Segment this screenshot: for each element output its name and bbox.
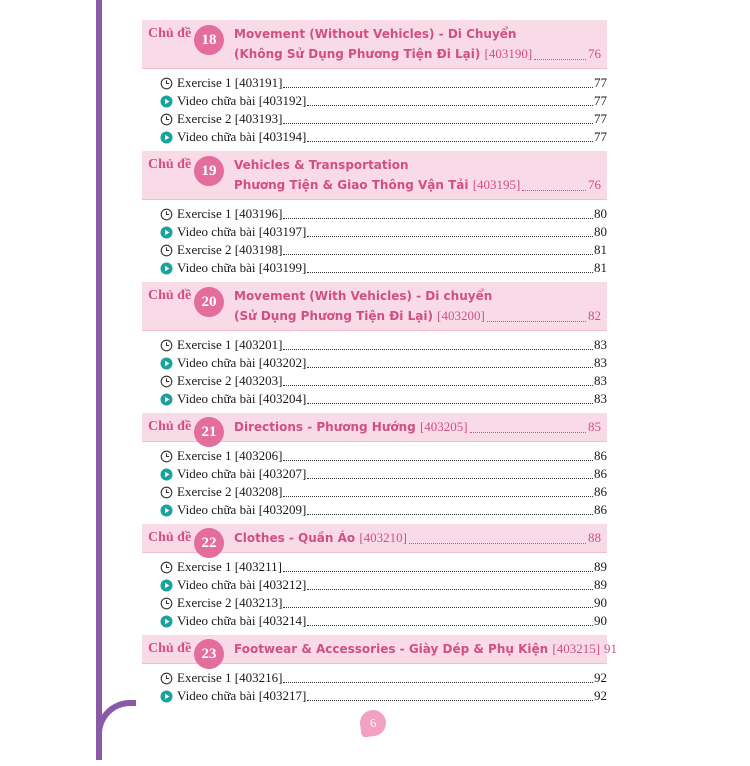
chu-de-label: Chủ đề	[148, 419, 192, 434]
section-header[interactable]	[142, 151, 607, 200]
toc-section	[142, 524, 607, 635]
section-code: [403195]	[472, 177, 521, 192]
toc-item-page-number: 86	[594, 448, 607, 463]
section-page-number: 76	[588, 46, 601, 61]
play-icon	[160, 95, 173, 108]
section-number-circle: 23	[194, 639, 224, 669]
dot-leader	[307, 514, 593, 515]
toc-item-label: Exercise 1 [403206]	[177, 448, 283, 463]
section-page-number: 88	[588, 530, 601, 545]
toc-item-label: Exercise 1 [403196]	[177, 206, 283, 221]
play-icon	[160, 690, 173, 703]
clock-icon	[160, 339, 173, 352]
dot-leader	[283, 571, 593, 572]
section-title	[234, 289, 492, 303]
toc-section	[142, 413, 607, 524]
dot-leader	[307, 367, 593, 368]
section-number-circle: 20	[194, 287, 224, 317]
page-edge-bar	[96, 0, 102, 750]
toc-item-page-number: 86	[594, 484, 607, 499]
section-title	[234, 46, 532, 62]
toc-item-label: Video chữa bài [403209]	[177, 502, 307, 517]
toc-item-label: Exercise 2 [403198]	[177, 242, 283, 257]
toc-item-label: Video chữa bài [403199]	[177, 260, 307, 275]
dot-leader	[307, 700, 593, 701]
toc-item[interactable]	[160, 110, 607, 128]
chu-de-label: Chủ đề	[148, 530, 192, 545]
page-number: 6	[368, 715, 377, 730]
dot-leader	[307, 625, 593, 626]
section-number-circle: 19	[194, 156, 224, 186]
toc-item-page-number: 77	[594, 75, 607, 90]
play-icon	[160, 579, 173, 592]
dot-leader	[283, 496, 593, 497]
dot-leader	[307, 141, 593, 142]
section-items	[142, 200, 607, 282]
chu-de-label: Chủ đề	[148, 26, 192, 41]
section-header[interactable]	[142, 524, 607, 553]
toc-item-page-number: 81	[594, 242, 607, 257]
play-icon	[160, 131, 173, 144]
dot-leader	[283, 349, 593, 350]
section-title	[234, 158, 409, 172]
toc-item[interactable]	[160, 687, 607, 705]
section-code: [403205]	[419, 419, 468, 434]
toc-item-page-number: 89	[594, 559, 607, 574]
toc-item[interactable]	[160, 594, 607, 612]
section-header[interactable]	[142, 282, 607, 331]
toc-item-label: Video chữa bài [403212]	[177, 577, 307, 592]
dot-leader	[307, 272, 593, 273]
toc-item-label: Exercise 1 [403216]	[177, 670, 283, 685]
toc-item-label: Exercise 2 [403193]	[177, 111, 283, 126]
section-title-text: Movement (With Vehicles) - Di chuyển	[234, 289, 493, 303]
section-items	[142, 442, 607, 524]
toc-item-page-number: 92	[594, 688, 607, 703]
section-items	[142, 69, 607, 151]
toc-item-page-number: 83	[594, 337, 607, 352]
toc-section	[142, 282, 607, 413]
section-page-number: 82	[588, 308, 601, 323]
dot-leader	[307, 478, 593, 479]
toc-item[interactable]	[160, 259, 607, 277]
toc-item[interactable]	[160, 354, 607, 372]
toc-item-label: Video chữa bài [403197]	[177, 224, 307, 239]
toc-item-page-number: 81	[594, 260, 607, 275]
dot-leader	[307, 589, 593, 590]
section-title-text: Footwear & Accessories - Giày Dép & Phụ Kiện	[234, 642, 549, 656]
toc-item[interactable]	[160, 128, 607, 146]
toc-item-page-number: 77	[594, 129, 607, 144]
page-corner-decoration	[96, 700, 136, 760]
clock-icon	[160, 77, 173, 90]
toc-item-page-number: 77	[594, 111, 607, 126]
dot-leader	[283, 218, 593, 219]
toc-item-label: Exercise 1 [403211]	[177, 559, 282, 574]
clock-icon	[160, 450, 173, 463]
play-icon	[160, 393, 173, 406]
section-title-text: Movement (Without Vehicles) - Di Chuyển	[234, 27, 517, 41]
toc-item[interactable]	[160, 447, 607, 465]
section-title	[234, 177, 520, 193]
section-title-text: (Sử Dụng Phương Tiện Đi Lại)	[234, 309, 433, 323]
dot-leader	[409, 542, 586, 544]
toc-item[interactable]	[160, 205, 607, 223]
dot-leader	[307, 236, 593, 237]
section-title	[234, 530, 407, 546]
toc-item-page-number: 90	[594, 595, 607, 610]
section-title-text: Clothes - Quần Áo	[234, 531, 356, 545]
section-items	[142, 331, 607, 413]
section-header[interactable]	[142, 20, 607, 69]
toc-item-label: Video chữa bài [403202]	[177, 355, 307, 370]
section-items	[142, 553, 607, 635]
toc-item-label: Video chữa bài [403194]	[177, 129, 307, 144]
clock-icon	[160, 672, 173, 685]
toc-item-label: Exercise 1 [403191]	[177, 75, 283, 90]
dot-leader	[283, 254, 593, 255]
toc-item-label: Video chữa bài [403217]	[177, 688, 307, 703]
section-number-circle: 18	[194, 25, 224, 55]
dot-leader	[487, 320, 586, 322]
toc-item[interactable]	[160, 501, 607, 519]
section-title	[234, 641, 600, 657]
toc-item-label: Video chữa bài [403192]	[177, 93, 307, 108]
toc-item[interactable]	[160, 92, 607, 110]
toc-item[interactable]	[160, 465, 607, 483]
clock-icon	[160, 561, 173, 574]
chu-de-label: Chủ đề	[148, 288, 192, 303]
clock-icon	[160, 375, 173, 388]
section-number-circle: 21	[194, 417, 224, 447]
toc-item[interactable]	[160, 669, 607, 687]
toc-item-page-number: 89	[594, 577, 607, 592]
dot-leader	[283, 123, 593, 124]
toc-item-page-number: 83	[594, 355, 607, 370]
dot-leader	[307, 403, 593, 404]
section-code: [403190]	[484, 46, 533, 61]
section-page-number: 91	[604, 641, 618, 656]
section-items	[142, 664, 607, 710]
toc-item[interactable]	[160, 483, 607, 501]
clock-icon	[160, 244, 173, 257]
section-code: [403210]	[359, 530, 408, 545]
toc-item-page-number: 80	[594, 224, 607, 239]
toc-item-page-number: 86	[594, 466, 607, 481]
toc-section	[142, 635, 618, 710]
section-code: [403215]	[552, 641, 601, 656]
toc-item-page-number: 86	[594, 502, 607, 517]
toc-item[interactable]	[160, 576, 607, 594]
section-number-circle: 22	[194, 528, 224, 558]
toc-item-page-number: 83	[594, 391, 607, 406]
chu-de-label: Chủ đề	[148, 641, 192, 656]
section-title-text: (Không Sử Dụng Phương Tiện Đi Lại)	[234, 47, 481, 61]
toc-item-label: Exercise 2 [403213]	[177, 595, 283, 610]
dot-leader	[283, 385, 593, 386]
toc-item-label: Exercise 2 [403208]	[177, 484, 283, 499]
section-header[interactable]	[142, 413, 607, 442]
play-icon	[160, 226, 173, 239]
section-page-number: 76	[588, 177, 601, 192]
toc-item-page-number: 80	[594, 206, 607, 221]
clock-icon	[160, 486, 173, 499]
dot-leader	[307, 105, 593, 106]
toc-item[interactable]	[160, 336, 607, 354]
section-title	[234, 27, 516, 41]
section-code: [403200]	[437, 308, 485, 323]
toc-item[interactable]	[160, 74, 607, 92]
clock-icon	[160, 597, 173, 610]
section-title	[234, 419, 468, 435]
play-icon	[160, 468, 173, 481]
section-title	[234, 308, 485, 324]
chu-de-label: Chủ đề	[148, 157, 192, 172]
clock-icon	[160, 208, 173, 221]
toc-item[interactable]	[160, 558, 607, 576]
dot-leader	[283, 460, 593, 461]
dot-leader	[470, 431, 586, 433]
dot-leader	[522, 189, 586, 191]
toc-item-label: Exercise 1 [403201]	[177, 337, 283, 352]
toc-item[interactable]	[160, 390, 607, 408]
toc-section	[142, 151, 607, 282]
play-icon	[160, 262, 173, 275]
section-header[interactable]	[142, 635, 618, 664]
section-title-text: Vehicles & Transportation	[234, 158, 409, 172]
toc-section	[142, 20, 607, 151]
toc-item-label: Exercise 2 [403203]	[177, 373, 283, 388]
section-page-number: 85	[588, 419, 601, 434]
toc-item-page-number: 92	[594, 670, 607, 685]
page-number-badge	[358, 708, 387, 737]
clock-icon	[160, 113, 173, 126]
play-icon	[160, 357, 173, 370]
toc-item-page-number: 77	[594, 93, 607, 108]
toc-item-page-number: 90	[594, 613, 607, 628]
play-icon	[160, 615, 173, 628]
dot-leader	[283, 682, 593, 683]
table-of-contents	[142, 20, 618, 710]
dot-leader	[283, 607, 593, 608]
section-title-text: Directions - Phương Hướng	[234, 420, 416, 434]
section-title-text: Phương Tiện & Giao Thông Vận Tải	[234, 178, 469, 192]
toc-item-page-number: 83	[594, 373, 607, 388]
dot-leader	[534, 58, 586, 60]
toc-item-label: Video chữa bài [403207]	[177, 466, 307, 481]
dot-leader	[283, 87, 593, 88]
toc-item-label: Video chữa bài [403204]	[177, 391, 307, 406]
toc-item[interactable]	[160, 612, 607, 630]
play-icon	[160, 504, 173, 517]
toc-item[interactable]	[160, 372, 607, 390]
toc-item[interactable]	[160, 223, 607, 241]
toc-item[interactable]	[160, 241, 607, 259]
toc-item-label: Video chữa bài [403214]	[177, 613, 307, 628]
